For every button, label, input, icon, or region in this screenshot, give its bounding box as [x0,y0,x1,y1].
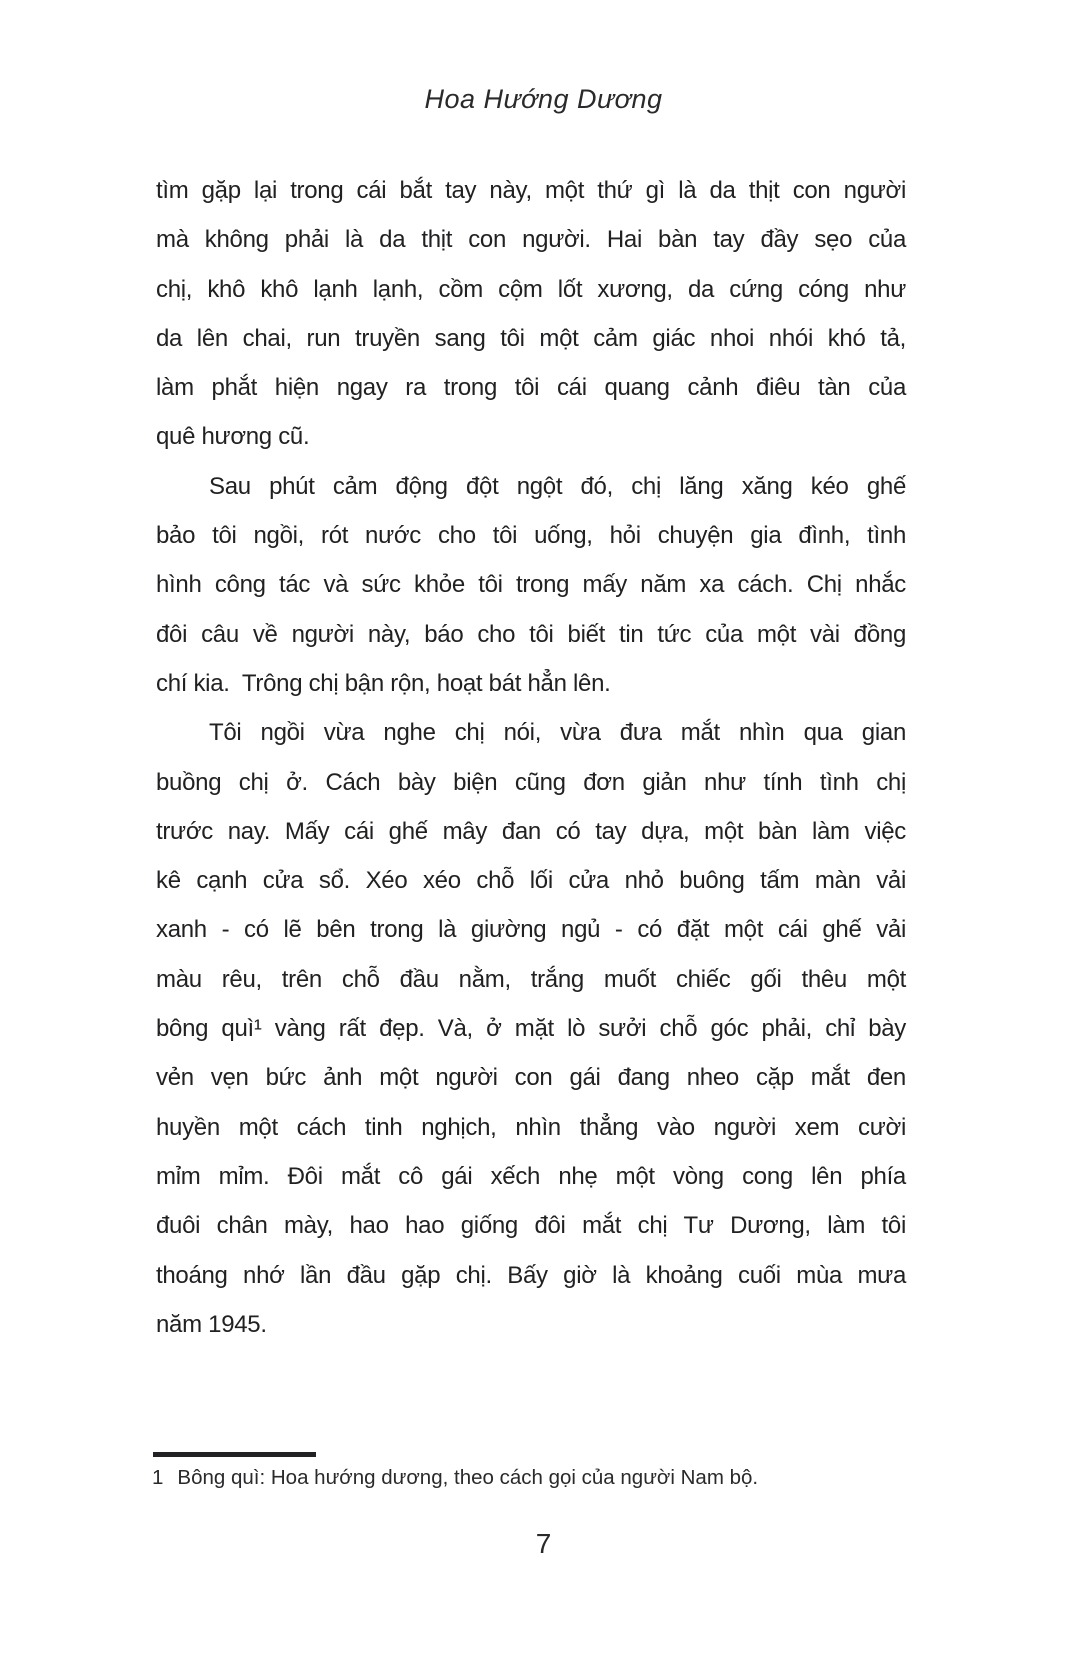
page-number: 7 [535,1528,552,1559]
footnote-marker: 1 [152,1466,164,1489]
running-header: Hoa Hướng Dương [424,84,663,114]
text-line: đuôi chân mày, hao hao giống đôi mắt chị Tư Dương, làm tôi [156,1212,906,1240]
body-text [156,166,906,1349]
text-line: năm 1945. [156,1310,267,1338]
text-line: hình công tác và sức khỏe tôi trong mấy năm xa cách. Chị nhắc [156,571,906,599]
footnote-text: Bông quì: Hoa hướng dương, theo cách gọi của người Nam bộ. [177,1466,759,1489]
footnote [152,1463,932,1493]
text-line: buồng chị ở. Cách bày biện cũng đơn giản như tính tình chị [156,768,906,796]
text-line: chị, khô khô lạnh lạnh, cồm cộm lốt xương, da cứng cóng như [156,275,906,303]
text-line: bảo tôi ngồi, rót nước cho tôi uống, hỏi chuyện gia đình, tình [156,522,906,550]
text-line: chí kia. Trông chị bận rộn, hoạt bát hẳn lên. [156,669,611,697]
text-line: mà không phải là da thịt con người. Hai bàn tay đầy sẹo của [156,226,906,254]
text-line: xanh - có lẽ bên trong là giường ngủ - có đặt một cái ghế vải [156,916,906,944]
text-line: Sau phút cảm động đột ngột đó, chị lăng xăng kéo ghế [209,472,906,500]
footnote-separator-rule [153,1452,316,1457]
text-line: thoáng nhớ lần đầu gặp chị. Bấy giờ là khoảng cuối mùa mưa [156,1261,906,1289]
text-line: màu rêu, trên chỗ đầu nằm, trắng muốt chiếc gối thêu một [156,965,906,993]
text-line: mỉm mỉm. Đôi mắt cô gái xếch nhẹ một vòng cong lên phía [156,1162,906,1190]
text-line: huyền một cách tinh nghịch, nhìn thẳng vào người xem cười [156,1113,906,1141]
text-line: kê cạnh cửa sổ. Xéo xéo chỗ lối cửa nhỏ buông tấm màn vải [156,867,906,895]
text-line: làm phắt hiện ngay ra trong tôi cái quang cảnh điêu tàn của [156,374,906,402]
text-line: trước nay. Mấy cái ghế mây đan có tay dựa, một bàn làm việc [156,817,906,845]
text-line: quê hương cũ. [156,423,310,451]
text-line: tìm gặp lại trong cái bắt tay này, một thứ gì là da thịt con người [156,177,906,204]
text-line: Tôi ngồi vừa nghe chị nói, vừa đưa mắt nhìn qua gian [209,719,906,747]
text-line: bông quì¹ vàng rất đẹp. Và, ở mặt lò sưởi chỗ góc phải, chỉ bày [156,1015,906,1043]
text-line: vẻn vẹn bức ảnh một người con gái đang nheo cặp mắt đen [156,1064,906,1092]
text-line: da lên chai, run truyền sang tôi một cảm giác nhoi nhói khó tả, [156,324,906,352]
text-line: đôi câu về người này, báo cho tôi biết tin tức của một vài đồng [156,620,906,648]
